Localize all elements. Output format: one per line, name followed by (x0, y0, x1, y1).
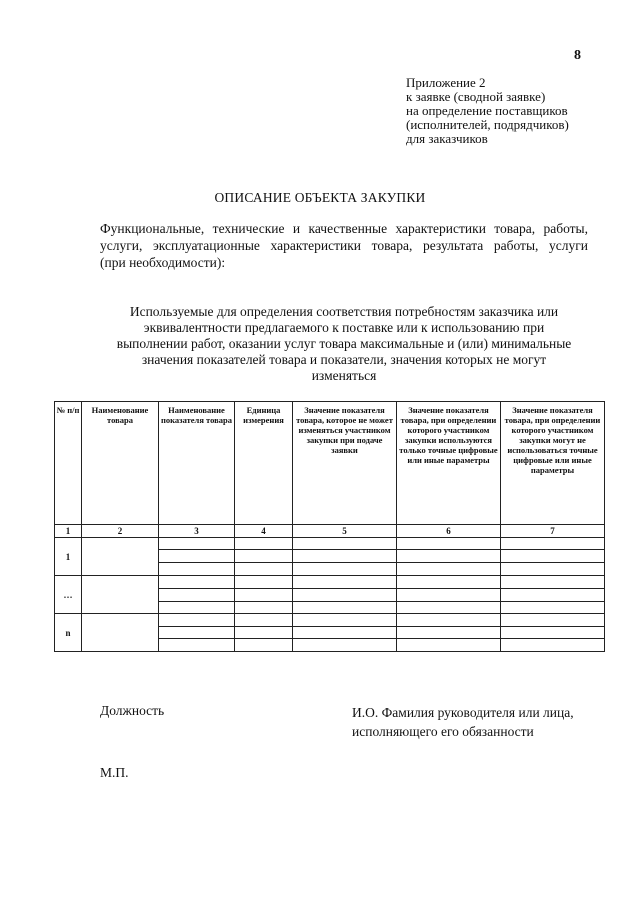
table-header-cell: Значение показателя товара, при определении которого участником закупки используются только точные цифровые или иные параметры (397, 402, 501, 525)
table-row (55, 614, 605, 627)
table-header-row (55, 402, 605, 525)
table-cell (159, 589, 235, 602)
usage-paragraph (100, 304, 588, 384)
table-header-cell: № п/п (55, 402, 82, 525)
table-cell (397, 639, 501, 652)
table-cell (501, 639, 605, 652)
table-row (55, 576, 605, 589)
table-cell (235, 627, 293, 639)
table-header-cell: Значение показателя товара, при определении которого участником закупки могут не использоваться точные цифровые или иные параметры (501, 402, 605, 525)
usage-line: Используемые для определения соответствия потребностям заказчика или (129, 304, 559, 319)
table-cell (293, 576, 397, 589)
specification-table (54, 401, 605, 652)
appendix-line: (исполнителей, подрядчиков) (406, 117, 569, 132)
table-cell (293, 589, 397, 602)
table-cell (82, 576, 159, 614)
table-cell (293, 550, 397, 563)
table-cell (501, 627, 605, 639)
signature-name-line: исполняющего его обязанности (352, 724, 534, 739)
table-cell (235, 538, 293, 550)
column-number: 2 (82, 525, 159, 538)
table-cell (501, 538, 605, 550)
appendix-line: на определение поставщиков (406, 103, 568, 118)
table-cell (397, 538, 501, 550)
column-number: 4 (235, 525, 293, 538)
table-cell (397, 614, 501, 627)
table-cell (501, 602, 605, 614)
column-number: 3 (159, 525, 235, 538)
table-header-cell: Наименование товара (82, 402, 159, 525)
signature-name (352, 703, 574, 741)
table-cell (397, 576, 501, 589)
signature-name-line: И.О. Фамилия руководителя или лица, (352, 705, 574, 720)
table-cell (501, 614, 605, 627)
table-cell (501, 550, 605, 563)
table-cell (159, 538, 235, 550)
table-cell (397, 602, 501, 614)
column-number: 6 (397, 525, 501, 538)
table-header-cell: Наименование показателя товара (159, 402, 235, 525)
row-group-label: n (55, 614, 82, 652)
table-cell (235, 550, 293, 563)
table-cell (82, 538, 159, 576)
column-number-row (55, 525, 605, 538)
intro-line: Функциональные, технические и качественные характеристики товара, работы, (100, 221, 588, 236)
table-row (55, 538, 605, 550)
table-cell (235, 589, 293, 602)
table-cell (235, 563, 293, 576)
column-number: 5 (293, 525, 397, 538)
table-cell (159, 627, 235, 639)
table-cell (501, 563, 605, 576)
intro-paragraph (100, 220, 588, 271)
appendix-block (406, 76, 569, 146)
column-number: 7 (501, 525, 605, 538)
table-cell (159, 576, 235, 589)
table-cell (293, 602, 397, 614)
intro-line: (при необходимости): (100, 255, 226, 270)
table-cell (159, 614, 235, 627)
table-cell (501, 589, 605, 602)
table-cell (397, 627, 501, 639)
table-cell (397, 589, 501, 602)
appendix-line: для заказчиков (406, 131, 488, 146)
table-cell (159, 550, 235, 563)
usage-line: эквивалентности предлагаемого к поставке или к использованию при (143, 320, 545, 335)
table-cell (397, 563, 501, 576)
table-cell (235, 614, 293, 627)
table-cell (159, 639, 235, 652)
table-cell (397, 550, 501, 563)
document-title: ОПИСАНИЕ ОБЪЕКТА ЗАКУПКИ (214, 190, 426, 205)
usage-line: значения показателей товара и показатели, значения которых не могут (141, 352, 547, 367)
table-cell (293, 538, 397, 550)
table-cell (159, 563, 235, 576)
table-header-cell: Единица измерения (235, 402, 293, 525)
appendix-line: Приложение 2 (406, 75, 486, 90)
row-group-label: 1 (55, 538, 82, 576)
table-cell (159, 602, 235, 614)
row-group-label: … (55, 576, 82, 614)
table-header-cell: Значение показателя товара, которое не может изменяться участником закупки при подаче заявки (293, 402, 397, 525)
table-cell (293, 563, 397, 576)
usage-line: выполнении работ, оказании услуг товара максимальные и (или) минимальные (116, 336, 572, 351)
appendix-line: к заявке (сводной заявке) (406, 89, 546, 104)
page-number: 8 (574, 48, 581, 63)
signature-position: Должность (100, 703, 165, 718)
column-number: 1 (55, 525, 82, 538)
table-cell (82, 614, 159, 652)
table-cell (235, 576, 293, 589)
table-cell (293, 614, 397, 627)
intro-line: услуги, эксплуатационные характеристики товара, результата работы, услуги (100, 238, 588, 253)
table-cell (235, 639, 293, 652)
table-cell (235, 602, 293, 614)
table-cell (501, 576, 605, 589)
usage-line: изменяться (311, 368, 377, 383)
table-cell (293, 627, 397, 639)
table-cell (293, 639, 397, 652)
stamp-placeholder: М.П. (100, 765, 129, 780)
